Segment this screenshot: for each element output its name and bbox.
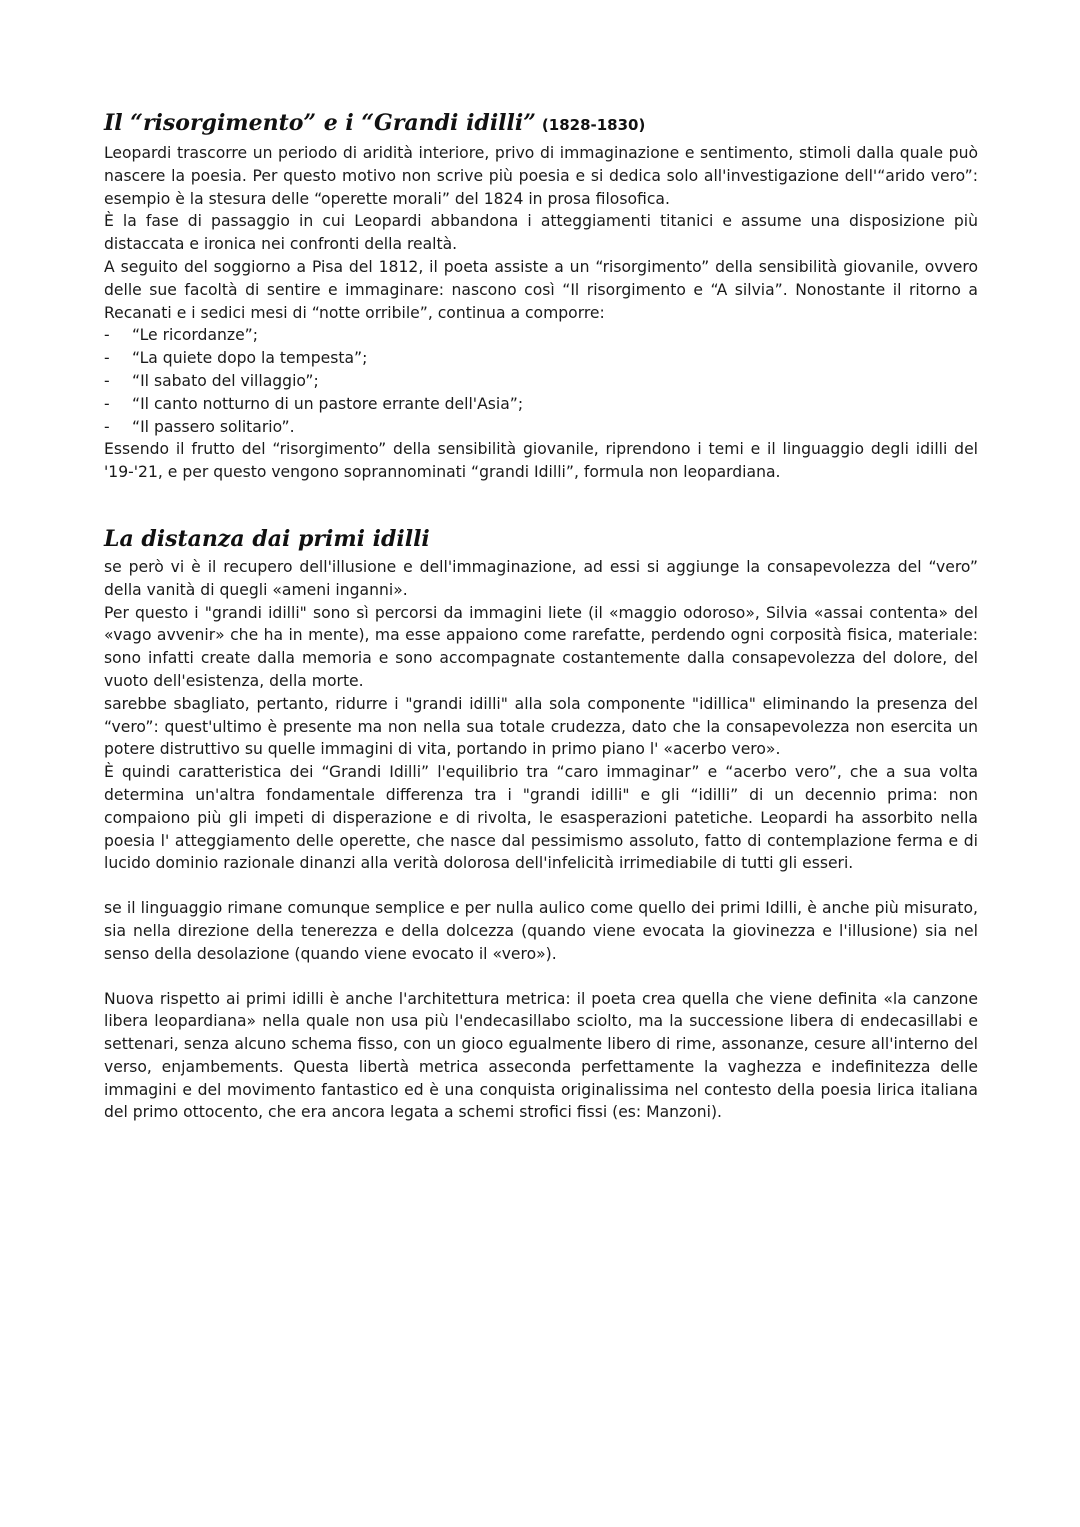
paragraph-grandi-idilli: Essendo il frutto del “risorgimento” della sensibilità giovanile, riprendono i temi e il linguaggio degli idilli del '19-'21, e per questo vengono soprannominati “grandi Idilli”, formula non leopardiana. [104, 440, 978, 482]
paragraph-immagini-liete: Per questo i "grandi idilli" sono sì percorsi da immagini liete (il «maggio odoroso», Silvia «assai contenta» del «vago avvenir» che ha in mente), ma esse appaiono come rarefatte, perdendo ogni corposità fisica, materiale: sono infatti create dalla memoria e sono accompagnate costantemente dalla consapevolezza del dolore, del vuoto dell'esistenza, della morte. [104, 603, 978, 690]
list-item: - “Il canto notturno di un pastore errante dell'Asia”; [104, 394, 524, 413]
section-title-text: Il “risorgimento” e i “Grandi idilli” [104, 110, 536, 136]
list-item: - “La quiete dopo la tempesta”; [104, 349, 368, 368]
section-title-risorgimento [104, 106, 978, 142]
paragraph-sbagliato: sarebbe sbagliato, pertanto, ridurre i "grandi idilli" alla sola componente "idillica" eliminando la presenza del “vero”: quest'ultimo è presente ma non nella sua totale crudezza, dato che la consapevolezza non esercita un potere distruttivo su quelle immagini di vita, portando in primo piano l' «acerbo vero». [104, 694, 978, 759]
paragraph-equilibrio: È quindi caratteristica dei “Grandi Idilli” l'equilibrio tra “caro immaginar” e “acerbo vero”, che a sua volta determina un'altra fondamentale differenza tra i "grandi idilli" e gli “idilli” di un decennio prima: non compaiono più gli impeti di disperazione e di rivolta, le esasperazioni patetiche. Leopardi ha assorbito nella poesia l' atteggiamento delle operette, che nasce dal pessimismo assoluto, fatto di contemplazione ferma e di lucido dominio razionale dinanzi alla verità dolorosa dell'infelicità irrimediabile di tutti gli esseri. [104, 763, 978, 873]
list-item: - “Il passero solitario”. [104, 417, 295, 436]
section-years: (1828-1830) [541, 116, 646, 134]
notes-page [104, 106, 978, 1124]
list-item: - “Il sabato del villaggio”; [104, 371, 319, 390]
paragraph-fase-passaggio: È la fase di passaggio in cui Leopardi abbandona i atteggiamenti titanici e assume una disposizione più distaccata e ironica nei confronti della realtà. [104, 212, 978, 254]
section-title-distanza: La distanza dai primi idilli [104, 525, 430, 552]
paragraph-architettura-metrica: Nuova rispetto ai primi idilli è anche l'architettura metrica: il poeta crea quella che viene definita «la canzone libera leopardiana» nella quale non usa più l'endecasillabo sciolto, ma la successione libera di endecasillabi e settenari, senza alcuno schema fisso, con un gioco egualmente libero di rime, assonanze, cesure all'interno del verso, enjambements. Questa libertà metrica asseconda perfettamente la vaghezza e indefinitezza delle immagini e del movimento fantastico ed è una conquista originalissima nel contesto della poesia lirica italiana del primo ottocento, che era ancora legata a schemi strofici fissi (es: Manzoni). [104, 989, 978, 1122]
paragraph-soggiorno-pisa: A seguito del soggiorno a Pisa del 1812, il poeta assiste a un “risorgimento” della sensibilità giovanile, ovvero delle sue facoltà di sentire e immaginare: nascono così “Il risorgimento e “A silvia”. Nonostante il ritorno a Recanati e i sedici mesi di “notte orribile”, continua a comporre: [104, 257, 978, 322]
paragraph-recupero-illusione: se però vi è il recupero dell'illusione e dell'immaginazione, ad essi si aggiunge la consapevolezza del “vero” della vanità di quegli «ameni inganni». [104, 557, 978, 599]
list-item: - “Le ricordanze”; [104, 326, 259, 345]
paragraph-linguaggio: se il linguaggio rimane comunque semplice e per nulla aulico come quello dei primi Idilli, è anche più misurato, sia nella direzione della tenerezza e della dolcezza (quando viene evocata la giovinezza e l'illusione) sia nel senso della desolazione (quando viene evocato il «vero»). [104, 899, 978, 963]
poems-list [104, 324, 978, 438]
paragraph-aridita: Leopardi trascorre un periodo di aridità interiore, privo di immaginazione e sentimento, stimoli dalla quale può nascere la poesia. Per questo motivo non scrive più poesia e si dedica solo all'investigazione dell'“arido vero”: esempio è la stesura delle “operette morali” del 1824 in prosa filosofica. [104, 144, 978, 208]
